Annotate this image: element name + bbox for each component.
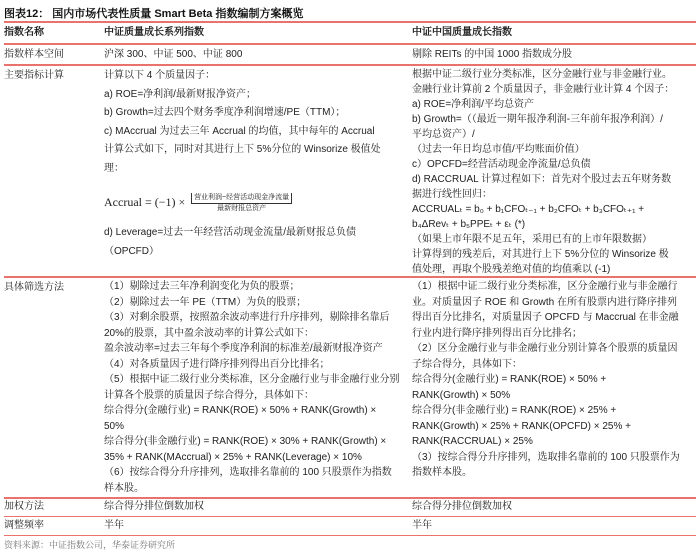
text-line: 计算公式如下，同时对其进行上下 5%分位的 Winsorize 极值处: [104, 144, 381, 155]
weighting-col2: 综合得分排位倒数加权: [104, 501, 204, 512]
accrual-denominator: 最新财报总资产: [217, 204, 267, 212]
header-col2: 中证质量成长系列指数: [104, 27, 204, 38]
text-line: 指数样本股。: [412, 467, 472, 478]
row-label-main-indicators: 主要指标计算: [4, 70, 64, 81]
text-line: 综合得分(非金融行业) = RANK(ROE) × 30% + RANK(Growth) ×: [104, 436, 387, 447]
divider: [4, 21, 696, 23]
main-indicators-bottom-lines: [104, 224, 409, 261]
text-line: 根据中证二级行业分类标准，区分金融行业与非金融行业。: [412, 69, 672, 80]
text-line: 50%: [104, 420, 125, 432]
divider: [4, 64, 696, 66]
text-line: 子综合得分，具体如下：: [412, 358, 522, 370]
text-line: 据进行线性回归：: [412, 189, 492, 200]
main-indicators-top-lines: [104, 67, 409, 178]
text-line: （6）按综合得分升序排列，选取排名靠前的 100 只股票作为指数: [104, 467, 392, 478]
text-line: ACCRUALₜ = b₀ + b₁CFOₜ₋₁ + b₂CFOₜ + b₃CFOₜ₊₁ +: [412, 204, 645, 215]
text-line: RANK(RACCRUAL) × 25%: [412, 436, 533, 447]
text-line: d) Leverage=过去一年经营活动现金流量/最新财报总负债: [104, 227, 356, 238]
text-line: c) MAccrual 为过去三年 Accrual 的均值，其中每年的 Accrual: [104, 125, 375, 137]
text-line: 35% + RANK(MAccrual) × 25% + RANK(Leverage) × 10%: [104, 451, 362, 463]
text-line: 计算得到的残差后，对其进行上下 5%分位的 Winsorize 极: [412, 249, 669, 260]
text-line: 理：: [104, 162, 124, 174]
figure-title: 图表12： 国内市场代表性质量 Smart Beta 指数编制方案概览: [4, 8, 304, 20]
text-line: 计算各个股票的质量因子综合得分，具体如下：: [104, 389, 314, 401]
text-line: RANK(Growth) × 50%: [412, 389, 511, 401]
accrual-fraction: [191, 193, 292, 214]
text-line: b₄ΔRevₜ + b₅PPEₜ + εₜ (*): [412, 219, 526, 230]
text-line: （1）剔除过去三年净利润变化为负的股票；: [104, 281, 300, 292]
text-line: RANK(Growth) × 25% + RANK(OPCFD) × 25% +: [412, 420, 631, 432]
text-line: 20%的股票，其中盈余波动率的计算公式如下：: [104, 327, 315, 339]
text-line: 行业内进行降序排列得出百分比排名；: [412, 327, 582, 339]
text-line: （OPCFD）: [104, 245, 159, 257]
text-line: 计算以下 4 个质量因子：: [104, 70, 216, 81]
text-line: a) ROE=净利润/平均总资产: [412, 99, 534, 110]
main-indicators-col3: [412, 67, 697, 277]
text-line: d) RACCRUAL 计算过程如下：首先对个股过去五年财务数: [412, 174, 672, 185]
text-line: 得出百分比排名，对质量因子 OPCFD 与 Maccrual 在非金融: [412, 312, 679, 323]
text-line: 平均总资产）/: [412, 129, 475, 140]
text-line: b) Growth=过去四个财务季度净利润增速/PE（TTM）；: [104, 107, 346, 118]
text-line: （5）根据中证二级行业分类标准，区分金融行业与非金融行业分别: [104, 374, 400, 385]
source-note: 资料来源：中证指数公司，华泰证券研究所: [4, 540, 176, 550]
divider: [4, 276, 696, 278]
text-line: 综合得分(金融行业) = RANK(ROE) × 50% +: [412, 374, 607, 385]
screening-col2: [104, 279, 409, 496]
accrual-formula-lhs: Accrual = (−1) ×: [104, 195, 186, 209]
text-line: （过去一年日均总市值/平均账面价值）: [412, 144, 585, 155]
sample-space-col2: 沪深 300、中证 500、中证 800: [104, 49, 243, 60]
text-line: 金融行业计算前 2 个质量因子，非金融行业计算 4 个因子：: [412, 84, 675, 95]
text-line: 样本股。: [104, 482, 144, 494]
main-indicators-col2: [104, 67, 409, 261]
divider: [4, 535, 696, 537]
rebalance-col3: 半年: [412, 520, 432, 531]
text-line: （1）根据中证二级行业分类标准，区分金融行业与非金融行: [412, 281, 678, 292]
text-line: 盈余波动率=过去三年每个季度净利润的标准差/最新财报净资产: [104, 343, 383, 354]
accrual-numerator: 营业利润−经营活动现金净流量: [191, 193, 292, 204]
text-line: （如果上市年限不足五年，采用已有的上市年限数据）: [412, 234, 652, 245]
sample-space-col3: 剔除 REITs 的中国 1000 指数成分股: [412, 49, 573, 60]
header-col3: 中证中国质量成长指数: [412, 27, 512, 38]
text-line: （3）对剩余股票，按照盈余波动率进行升序排列，剔除排名靠后: [104, 312, 390, 323]
row-label-rebalance: 调整频率: [4, 520, 44, 531]
weighting-col3: 综合得分排位倒数加权: [412, 501, 512, 512]
row-label-screening: 具体筛选方法: [4, 282, 64, 293]
text-line: （2）区分金融行业与非金融行业分别计算各个股票的质量因: [412, 343, 678, 354]
text-line: （4）对各质量因子进行降序排列得出百分比排名；: [104, 358, 330, 370]
text-line: 综合得分(非金融行业) = RANK(ROE) × 25% +: [412, 405, 617, 416]
text-line: 业。对质量因子 ROE 和 Growth 在所有股票内进行降序排列: [412, 296, 678, 308]
accrual-formula: [104, 184, 409, 220]
text-line: 综合得分(金融行业) = RANK(ROE) × 50% + RANK(Growth) ×: [104, 405, 377, 416]
text-line: （2）剔除过去一年 PE（TTM）为负的股票；: [104, 296, 307, 308]
text-line: （3）按综合得分升序排列，选取排名靠前的 100 只股票作为: [412, 451, 680, 463]
rebalance-col2: 半年: [104, 520, 124, 531]
text-line: b) Growth=（（最近一期年报净利润-三年前年报净利润）/: [412, 114, 663, 125]
text-line: 值处理，再取个股残差绝对值的均值乘以 (-1): [412, 264, 611, 275]
text-line: c）OPCFD=经营活动现金净流量/总负债: [412, 159, 591, 170]
divider: [4, 43, 696, 45]
screening-col3: [412, 279, 697, 481]
header-col1: 指数名称: [4, 27, 44, 38]
text-line: a) ROE=净利润/最新财报净资产；: [104, 88, 256, 100]
row-label-sample-space: 指数样本空间: [4, 49, 64, 60]
row-label-weighting: 加权方法: [4, 501, 44, 512]
